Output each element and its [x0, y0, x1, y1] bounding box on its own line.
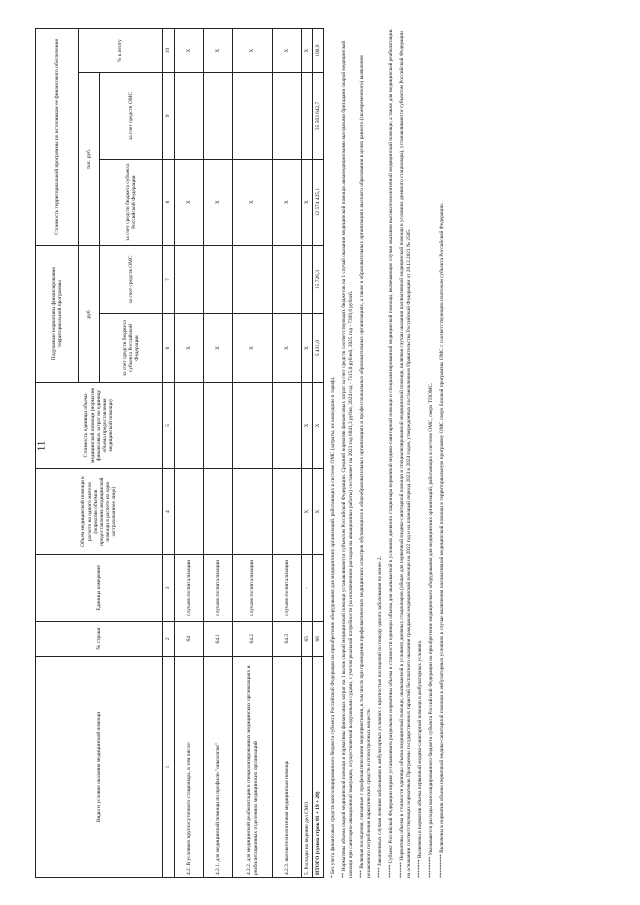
- table-row: [175, 29, 204, 878]
- row-oms-cost: [175, 73, 204, 159]
- column-number: 1: [163, 656, 175, 877]
- row-oms-cost: [273, 73, 302, 159]
- row-budget-norm: X: [204, 314, 233, 383]
- footnote: *** Включая посещения, связанные с профилактическими мероприятиями, в том числе при проведении профилактических медицинских осмотров обучающихся в общеобразовательных организациях и профессиональных образовательных организациях, а также в образовательных организациях высшего образования в целях раннего (своевременного) выявления незаконного потребления наркотических средств и психотропных веществ.: [358, 55, 372, 878]
- footnote: ******* Включены в норматив объема первичной медико-санитарной помощи в амбулаторных условиях.: [416, 639, 423, 878]
- header-program-cost: Стоимость территориальной программы по источникам ее финансового обеспечения: [36, 29, 79, 246]
- row-budget-cost: X: [302, 159, 313, 245]
- column-number: 3: [163, 555, 175, 621]
- row-number: 66: [313, 621, 324, 656]
- row-number: 64.2: [233, 621, 273, 656]
- table-row: [204, 29, 233, 878]
- row-oms-norm: [175, 245, 204, 314]
- footnote: ***** Субъект Российской Федерации вправе устанавливать раздельные нормативы объема и стоимости единицы объема для оказываемой в условиях дневного стационара первичной медико-санитарной помощи и специализированной медицинской помощи, включающие случаи оказания высокотехнологичной медицинской помощи, а также для медицинской реабилитации.: [387, 28, 394, 878]
- footnote: ** Нормативы объема скорой медицинской помощи и нормативы финансовых затрат на 1 вызов скорой медицинской помощи устанавливаются субъектом Российской Федерации. Средний норматив финансовых затрат за счет средств соответствующих бюджетов на 1 случай оказания медицинской помощи авиамедицинскими выездными бригадами скорой медицинской помощи при санитарно-авиационной эвакуации, осуществляемой воздушными судами, с учетом реальной потребности (за исключением расходов на авиационные работы) составляет на 2023 год 6841,3 рубля, 2024 год - 7115,0 рублей, 2025 год - 7399,6 рублей.: [340, 40, 354, 878]
- column-number: 2: [163, 621, 175, 656]
- row-unit: -: [302, 555, 313, 621]
- row-number: 64.1: [204, 621, 233, 656]
- row-oms-norm: [204, 245, 233, 314]
- header-oms-norm: за счет средств ОМС: [100, 245, 163, 314]
- row-budget-norm: 5 431,0: [313, 314, 324, 383]
- row-unit: случаев госпитализации: [204, 555, 233, 621]
- row-number: 64.3: [273, 621, 302, 656]
- row-unit-cost: [175, 382, 204, 468]
- column-number: 6: [163, 314, 175, 383]
- column-number: 8: [163, 159, 175, 245]
- row-percent: X: [273, 29, 302, 73]
- footnote: ********* Включены в норматив объема первичной медико-санитарной помощи в амбулаторных условиях в случае включения паллиативной медицинской помощи в территориальную программу ОМС сверх базовой программы ОМС с соответствующим платежом субъекта Российской Федерации.: [438, 202, 445, 878]
- row-number: 64: [175, 621, 204, 656]
- row-unit-cost: X: [302, 382, 313, 468]
- row-budget-cost: 12 574 425,1: [313, 159, 324, 245]
- column-number: 9: [163, 73, 175, 159]
- row-oms-cost: 35 563 642,7: [313, 73, 324, 159]
- row-unit-cost: [273, 382, 302, 468]
- footnote: ****** Нормативы объема и стоимости единицы объема медицинской помощи, оказываемой в условиях дневных стационаров (общие для первичной медико-санитарной помощи и специализированной медицинской помощи, включая случаи оказания паллиативной медицинской помощи в условиях дневного стационара), устанавливаются субъектом Российской Федерации на основании соответствующих нормативов Программы государственных гарантий бесплатного оказания гражданам медицинской помощи на 2022 год и на плановый период 2023 и 2024 годов, утвержденных постановлением Правительства Российской Федерации от 28.12.2021 № 2505.: [398, 31, 412, 878]
- row-name: 4.2.3. высокотехнологичная медицинская помощь: [273, 656, 302, 877]
- header-per-capita-norms: Подушевые нормативы финансирования территориальной программы: [36, 245, 79, 382]
- column-number: 7: [163, 245, 175, 314]
- header-unit-cost: Стоимость единицы объема медицинской помощи (норматив финансовых затрат на единицу объема предоставления медицинской помощи): [36, 382, 163, 468]
- row-oms-norm: 15 726,3: [313, 245, 324, 314]
- row-oms-norm: [273, 245, 302, 314]
- row-unit: случаев госпитализации: [233, 555, 273, 621]
- table-row: [302, 29, 313, 878]
- row-name: 4.2.1. для медицинской помощи по профилю "онкология": [204, 656, 233, 877]
- row-unit-cost: [233, 382, 273, 468]
- header-percent-total: % к итогу: [79, 29, 163, 73]
- header-unit: Единица измерения: [36, 555, 163, 621]
- row-percent: X: [302, 29, 313, 73]
- row-oms-cost: [204, 73, 233, 159]
- header-row-number: № строки: [36, 621, 163, 656]
- landscape-sheet: [35, 28, 595, 878]
- row-volume: [233, 469, 273, 555]
- row-unit: случаев госпитализации: [273, 555, 302, 621]
- financing-table: [35, 28, 324, 878]
- row-budget-cost: X: [204, 159, 233, 245]
- row-oms-cost: [302, 73, 313, 159]
- table-row: [233, 29, 273, 878]
- row-budget-norm: X: [302, 314, 313, 383]
- row-budget-cost: X: [233, 159, 273, 245]
- column-number: 5: [163, 382, 175, 468]
- column-numbers-row: [163, 29, 175, 878]
- page-number: 11: [35, 440, 48, 452]
- header-budget-norm: за счет средств бюджета субъекта Российской Федерации: [100, 314, 163, 383]
- row-budget-cost: X: [175, 159, 204, 245]
- row-percent: X: [204, 29, 233, 73]
- row-percent: 100,0: [313, 29, 324, 73]
- header-volume: Объем медицинской помощи в расчете на одного жителя (норматив объемов предоставления медицинской помощи в расчете на одно застрахованное лицо): [36, 469, 163, 555]
- row-number: 65: [302, 621, 313, 656]
- row-budget-norm: X: [233, 314, 273, 383]
- row-percent: X: [175, 29, 204, 73]
- row-name: 5. Расходы на ведение дел СМО: [302, 656, 313, 877]
- row-budget-norm: X: [175, 314, 204, 383]
- row-oms-norm: [233, 245, 273, 314]
- row-unit-cost: [204, 382, 233, 468]
- row-volume: [204, 469, 233, 555]
- total-row: [313, 29, 324, 878]
- footnote: ******** Указываются расходы консолидированного бюджета субъекта Российской Федерации на приобретение медицинского оборудования для медицинских организаций, работающих в системе ОМС, сверх ТПОМС.: [427, 382, 434, 878]
- row-budget-cost: X: [273, 159, 302, 245]
- row-name: 4.2. В условиях круглосуточного стационара, в том числе:: [175, 656, 204, 877]
- row-volume: X: [302, 469, 313, 555]
- table-row: [273, 29, 302, 878]
- header-unit-thousand: тыс. руб.: [79, 73, 100, 245]
- column-number: 4: [163, 469, 175, 555]
- row-name: 4.2.2. для медицинской реабилитации в специализированных медицинских организациях и реабилитационных отделениях медицинских организаций: [233, 656, 273, 877]
- row-volume: [175, 469, 204, 555]
- row-oms-cost: [233, 73, 273, 159]
- column-number: 10: [163, 29, 175, 73]
- header-budget-cost: за счет средств бюджета субъекта Российской Федерации: [100, 159, 163, 245]
- header-kinds: Виды и условия оказания медицинской помощи: [36, 656, 163, 877]
- row-volume: X: [313, 469, 324, 555]
- footnote: * Без учета финансовых средств консолидированного бюджета субъекта Российской Федерации на приобретение оборудования для медицинских организаций, работающих в системе ОМС (затраты, не вошедшие в тариф).: [330, 376, 336, 878]
- header-unit-rub: руб.: [79, 245, 100, 382]
- row-volume: [273, 469, 302, 555]
- footnotes: [330, 28, 446, 878]
- row-unit: случаев госпитализации: [175, 555, 204, 621]
- header-oms-cost: за счет средств ОМС: [100, 73, 163, 159]
- row-name: ИТОГО (сумма строк 01 + 19 + 20): [313, 656, 324, 877]
- row-unit: [313, 555, 324, 621]
- footnote: **** Законченных случаев лечения заболевания в амбулаторных условиях с кратностью посещений по поводу одного заболевания не менее 2.: [376, 556, 383, 878]
- row-percent: X: [233, 29, 273, 73]
- row-budget-norm: X: [273, 314, 302, 383]
- row-unit-cost: X: [313, 382, 324, 468]
- row-oms-norm: [302, 245, 313, 314]
